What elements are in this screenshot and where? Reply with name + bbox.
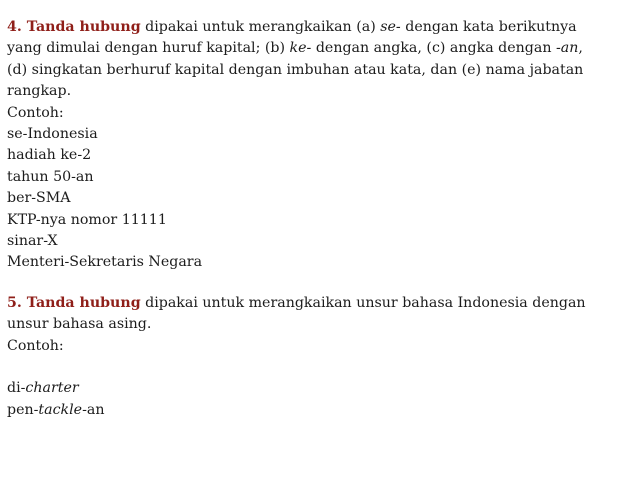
rule-4-example: ber-SMA xyxy=(7,190,71,207)
rule-4-term-an: -an xyxy=(555,40,579,57)
rule-5-contoh-label: Contoh: xyxy=(7,337,64,354)
rule-4-line-4: rangkap. xyxy=(7,83,72,100)
rule-4-text: dengan kata berikutnya xyxy=(400,19,577,35)
rule-4-heading: 4. Tanda hubung xyxy=(7,19,141,35)
spacer xyxy=(7,274,633,293)
rule-5-line-1 xyxy=(7,293,633,314)
rule-4-line-3: (d) singkatan berhuruf kapital dengan imbuhan atau kata, dan (e) nama jabatan xyxy=(7,61,584,78)
rule-5-text: dipakai untuk merangkaikan unsur bahasa Indonesia dengan xyxy=(140,294,586,311)
rule-5-example xyxy=(7,378,633,399)
spacer xyxy=(7,357,633,378)
rule-4-text: dengan angka, (c) angka dengan xyxy=(311,40,556,57)
rule-5-example xyxy=(7,400,633,421)
rule-5-line-2: unsur bahasa asing. xyxy=(7,316,152,333)
rule-4-term-se: se- xyxy=(380,19,401,35)
rule-4-example: hadiah ke-2 xyxy=(7,147,92,164)
rule-4-example: Menteri-Sekretaris Negara xyxy=(7,254,203,271)
rule-4-line-1 xyxy=(7,17,633,38)
rule-4-example: se-Indonesia xyxy=(7,126,98,143)
example-prefix: pen- xyxy=(7,401,39,418)
rule-4-text: dipakai untuk merangkaikan (a) xyxy=(140,19,381,35)
example-prefix: di- xyxy=(7,380,26,397)
rule-4-term-ke: ke- xyxy=(289,40,312,57)
rule-4-contoh-label: Contoh: xyxy=(7,104,64,121)
rule-4-example: tahun 50-an xyxy=(7,168,94,185)
example-foreign-word: tackle xyxy=(38,401,83,418)
rule-4-example: KTP-nya nomor 11111 xyxy=(7,211,167,228)
rule-4-example: sinar-X xyxy=(7,233,58,250)
rule-4-text: , xyxy=(578,40,583,57)
example-foreign-word: charter xyxy=(25,380,79,397)
example-suffix: -an xyxy=(82,401,105,418)
rule-4-text: yang dimulai dengan huruf kapital; (b) xyxy=(7,40,290,57)
rule-5-heading: 5. Tanda hubung xyxy=(7,294,141,311)
rule-4-line-2 xyxy=(7,38,633,59)
slide-body xyxy=(7,17,633,421)
